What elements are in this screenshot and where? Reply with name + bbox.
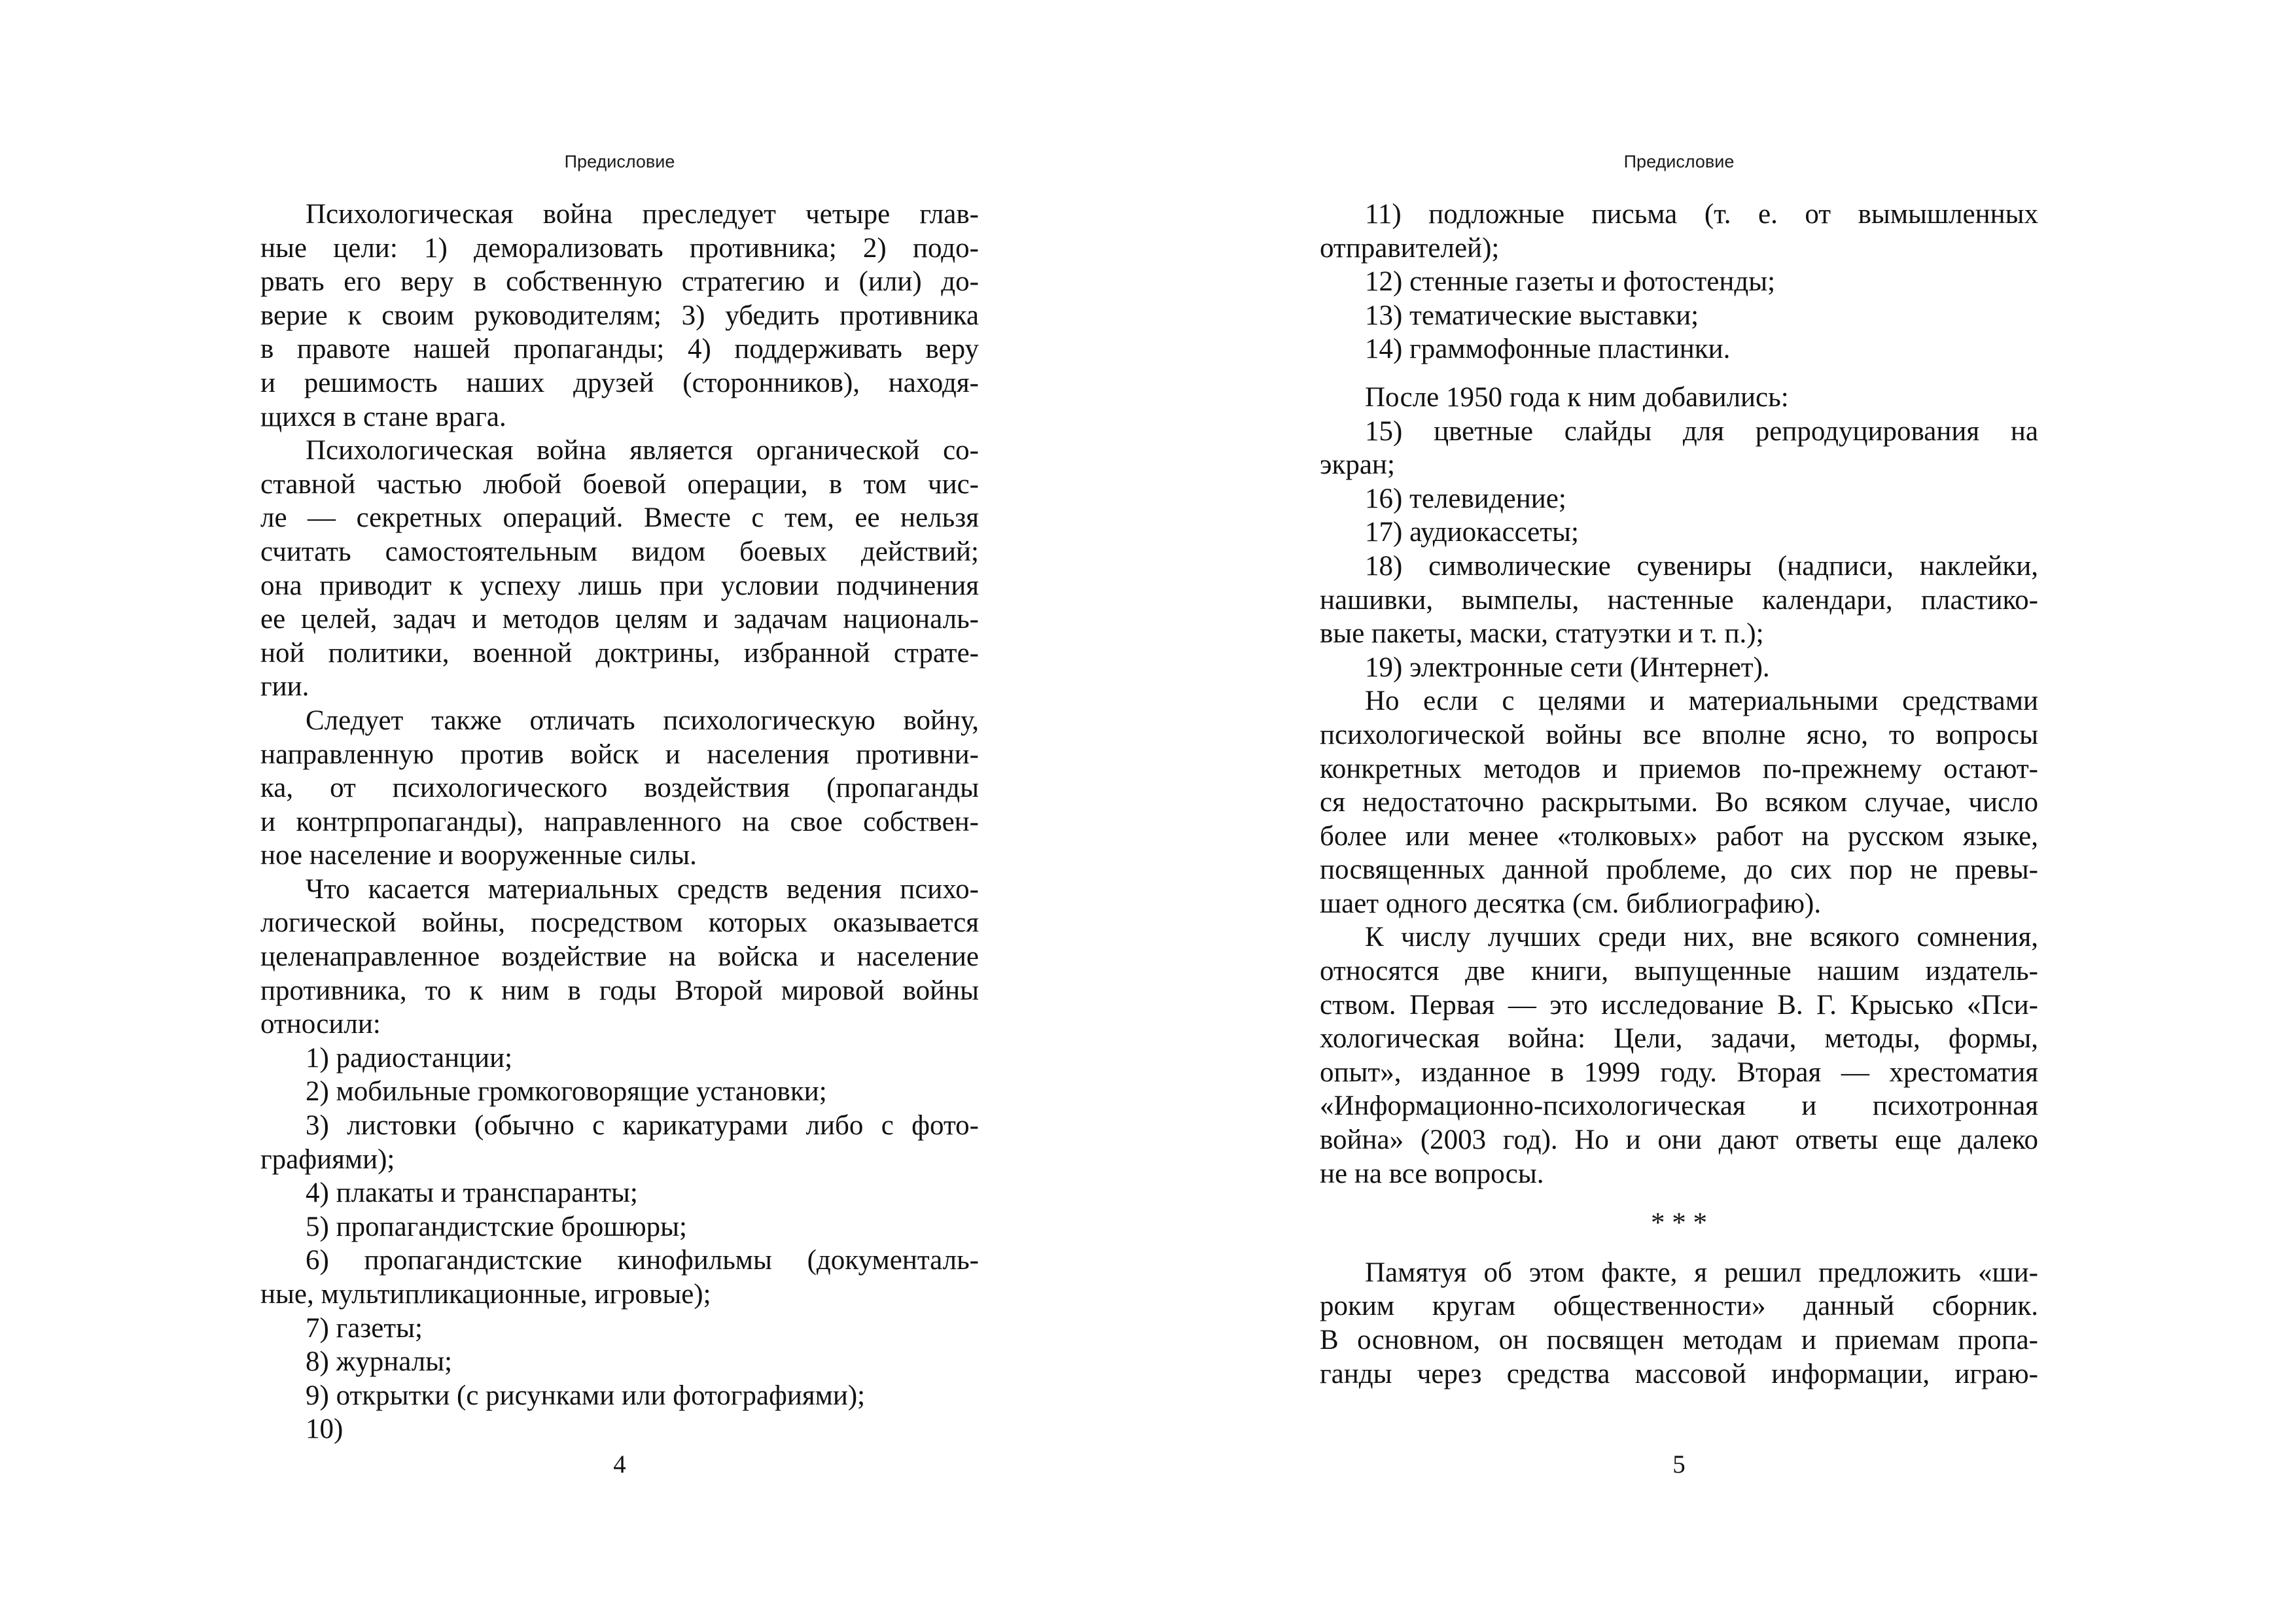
text-line: вые пакеты, маски, статуэтки и т. п.);	[1320, 618, 1764, 650]
text-line: Психологическая война является органической со-	[306, 435, 979, 466]
text-line: более или менее «толковых» работ на русском языке,	[1320, 820, 2038, 852]
text-line: ганды через средства массовой информации, играю-	[1320, 1358, 2038, 1389]
text-line: ся недостаточно раскрытыми. Во всяком случае, число	[1320, 787, 2038, 818]
text-line: ное население и вооруженные силы.	[260, 840, 697, 871]
text-line: Но если с целями и материальными средствами	[1365, 686, 2038, 717]
list-item: 10)	[306, 1414, 344, 1445]
text-line: экран;	[1320, 449, 1395, 481]
list-item: 5) пропагандистские брошюры;	[306, 1211, 687, 1242]
text-line: нашивки, вымпелы, настенные календари, пластико-	[1320, 584, 2038, 616]
text-line: ной политики, военной доктрины, избранной страте-	[260, 637, 979, 669]
running-head: Предисловие	[564, 152, 675, 171]
list-item: 13) тематические выставки;	[1365, 300, 1699, 331]
text-line: ные цели: 1) деморализовать противника; 2) подо-	[260, 232, 979, 264]
text-line: относили:	[260, 1009, 381, 1040]
text-line: Что касается материальных средств ведения психо-	[306, 873, 979, 905]
text-line: гии.	[260, 671, 309, 703]
text-line: верие к своим руководителям; 3) убедить противника	[260, 300, 979, 331]
page-number: 5	[1672, 1450, 1686, 1478]
section-divider: * * *	[1651, 1208, 1707, 1239]
list-item: 7) газеты;	[306, 1312, 423, 1344]
list-item: 16) телевидение;	[1365, 483, 1566, 514]
text-line: ле — секретных операций. Вместе с тем, ее нельзя	[260, 502, 979, 534]
text-line: противника, то к ним в годы Второй мировой войны	[260, 975, 979, 1006]
text-line: опыт», изданное в 1999 году. Вторая — хрестоматия	[1320, 1056, 2038, 1088]
text-line: в правоте нашей пропаганды; 4) поддерживать веру	[260, 334, 979, 365]
text-line: не на все вопросы.	[1320, 1158, 1544, 1189]
text-line: отправителей);	[1320, 232, 1500, 264]
text-line: Памятуя об этом факте, я решил предложить «ши-	[1365, 1257, 2038, 1288]
list-item: 18) символические сувениры (надписи, наклейки,	[1365, 550, 2038, 582]
text-line: рвать его веру в собственную стратегию и (или) до-	[260, 266, 979, 298]
list-item: 15) цветные слайды для репродуцирования на	[1365, 415, 2038, 447]
text-line: ством. Первая — это исследование В. Г. Крысько «Пси-	[1320, 989, 2038, 1021]
text-line: и контрпропаганды), направленного на свое собствен-	[260, 806, 979, 837]
text-line: ее целей, задач и методов целям и задачам националь-	[260, 604, 979, 635]
text-line: После 1950 года к ним добавились:	[1365, 381, 1789, 413]
text-line: считать самостоятельным видом боевых действий;	[260, 536, 979, 567]
text-line: относятся две книги, выпущенные нашим издатель-	[1320, 956, 2038, 987]
text-line: война» (2003 год). Но и они дают ответы еще далеко	[1320, 1125, 2038, 1156]
text-line: посвященных данной проблеме, до сих пор не превы-	[1320, 854, 2038, 886]
text-line: хологическая война: Цели, задачи, методы, формы,	[1320, 1023, 2038, 1055]
list-item: 4) плакаты и транспаранты;	[306, 1178, 638, 1209]
list-item: 11) подложные письма (т. е. от вымышленных	[1365, 199, 2038, 230]
running-head: Предисловие	[1623, 152, 1735, 171]
text-line: ка, от психологического воздействия (пропаганды	[260, 773, 979, 804]
text-line: «Информационно-психологическая и психотронная	[1320, 1091, 2038, 1122]
list-item: 8) журналы;	[306, 1346, 453, 1378]
text-line: шает одного десятка (см. библиографию).	[1320, 888, 1822, 919]
text-line: психологической войны все вполне ясно, то вопросы	[1320, 719, 2038, 750]
text-line: ные, мультипликационные, игровые);	[260, 1279, 711, 1310]
text-line: она приводит к успеху лишь при условии подчинения	[260, 570, 979, 601]
list-item: 6) пропагандистские кинофильмы (документаль-	[306, 1245, 979, 1276]
list-item: 2) мобильные громкоговорящие установки;	[306, 1076, 827, 1108]
text-line: графиями);	[260, 1143, 395, 1175]
list-item: 3) листовки (обычно с карикатурами либо с фото-	[306, 1110, 979, 1142]
text-line: роким кругам общественности» данный сборник.	[1320, 1291, 2038, 1322]
text-line: направленную против войск и населения противни-	[260, 739, 979, 770]
text-line: К числу лучших среди них, вне всякого сомнения,	[1365, 922, 2038, 953]
text-line: целенаправленное воздействие на войска и население	[260, 941, 979, 973]
list-item: 14) граммофонные пластинки.	[1365, 334, 1731, 365]
text-line: логической войны, посредством которых оказывается	[260, 907, 979, 939]
body-text	[1320, 198, 2038, 1391]
text-line: и решимость наших друзей (сторонников), находя-	[260, 367, 979, 398]
text-line: Следует также отличать психологическую войну,	[306, 705, 979, 736]
list-item: 12) стенные газеты и фотостенды;	[1365, 266, 1776, 298]
list-item: 9) открытки (с рисунками или фотографиями);	[306, 1380, 866, 1411]
page-number: 4	[613, 1450, 626, 1478]
list-item: 1) радиостанции;	[306, 1042, 513, 1073]
text-line: конкретных методов и приемов по-прежнему остают-	[1320, 753, 2038, 784]
body-text	[260, 198, 979, 1446]
list-item: 19) электронные сети (Интернет).	[1365, 652, 1770, 683]
text-line: Психологическая война преследует четыре глав-	[306, 199, 979, 230]
text-line: ставной частью любой боевой операции, в том чис-	[260, 468, 979, 500]
text-line: щихся в стане врага.	[260, 401, 506, 432]
list-item: 17) аудиокассеты;	[1365, 517, 1579, 548]
text-line: В основном, он посвящен методам и приемам пропа-	[1320, 1325, 2038, 1355]
